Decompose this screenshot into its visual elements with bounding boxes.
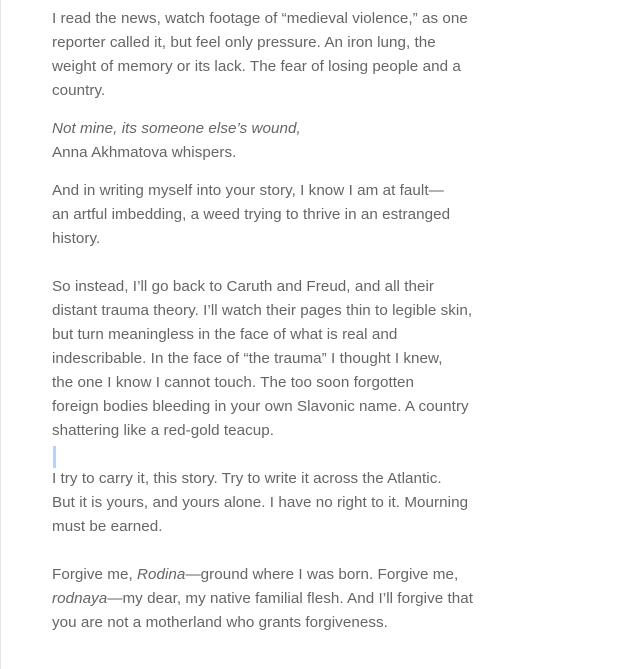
text-line: And in writing myself into your story, I know I am at fault—: [52, 182, 444, 199]
text-line: history.: [52, 230, 101, 247]
stanza-3: [52, 179, 522, 251]
quote-line: Not mine, its someone else’s wound,: [52, 120, 301, 137]
stanza-spacer: [52, 539, 522, 563]
text-line: an artful imbedding, a weed trying to thrive in an estranged: [52, 206, 451, 223]
text-line: you are not a motherland who grants forgiveness.: [52, 614, 388, 631]
italic-word: rodnaya: [52, 590, 108, 607]
stanza-6: [52, 563, 522, 635]
text-line: But it is yours, and yours alone. I have no right to it. Mourning: [52, 494, 469, 511]
stanza-spacer: [52, 165, 522, 179]
stanza-1: [52, 7, 522, 103]
text-line: I read the news, watch footage of “medieval violence,” as one: [52, 10, 468, 27]
poem-text[interactable]: [52, 7, 522, 635]
text-segment: —ground where I was born. Forgive me,: [185, 566, 459, 583]
text-line: must be earned.: [52, 518, 163, 535]
text-line: [52, 587, 522, 611]
text-line: foreign bodies bleeding in your own Slavonic name. A country: [52, 398, 469, 415]
stanza-spacer: [52, 103, 522, 117]
text-line: So instead, I’ll go back to Caruth and Freud, and all their: [52, 278, 435, 295]
attribution-line: Anna Akhmatova whispers.: [52, 144, 237, 161]
stanza-2: [52, 117, 522, 165]
text-segment: —my dear, my native familial flesh. And I’ll forgive that: [107, 590, 474, 607]
text-line: I try to carry it, this story. Try to write it across the Atlantic.: [52, 470, 442, 487]
text-line: shattering like a red-gold teacup.: [52, 422, 275, 439]
italic-word: Rodina: [137, 566, 186, 583]
empty-line[interactable]: [52, 443, 522, 467]
stanza-5: [52, 467, 522, 539]
text-line: weight of memory or its lack. The fear of losing people and a: [52, 58, 461, 75]
stanza-4: [52, 275, 522, 443]
stanza-spacer: [52, 251, 522, 275]
text-line: [52, 563, 522, 587]
text-line: the one I know I cannot touch. The too soon forgotten: [52, 374, 415, 391]
text-line: but turn meaningless in the face of what is real and: [52, 326, 398, 343]
text-line: country.: [52, 82, 106, 99]
text-line: indescribable. In the face of “the trauma” I thought I knew,: [52, 350, 443, 367]
text-line: reporter called it, but feel only pressure. An iron lung, the: [52, 34, 436, 51]
text-cursor: [53, 446, 56, 468]
text-line: distant trauma theory. I’ll watch their pages thin to legible skin,: [52, 302, 473, 319]
text-segment: Forgive me,: [52, 566, 137, 583]
